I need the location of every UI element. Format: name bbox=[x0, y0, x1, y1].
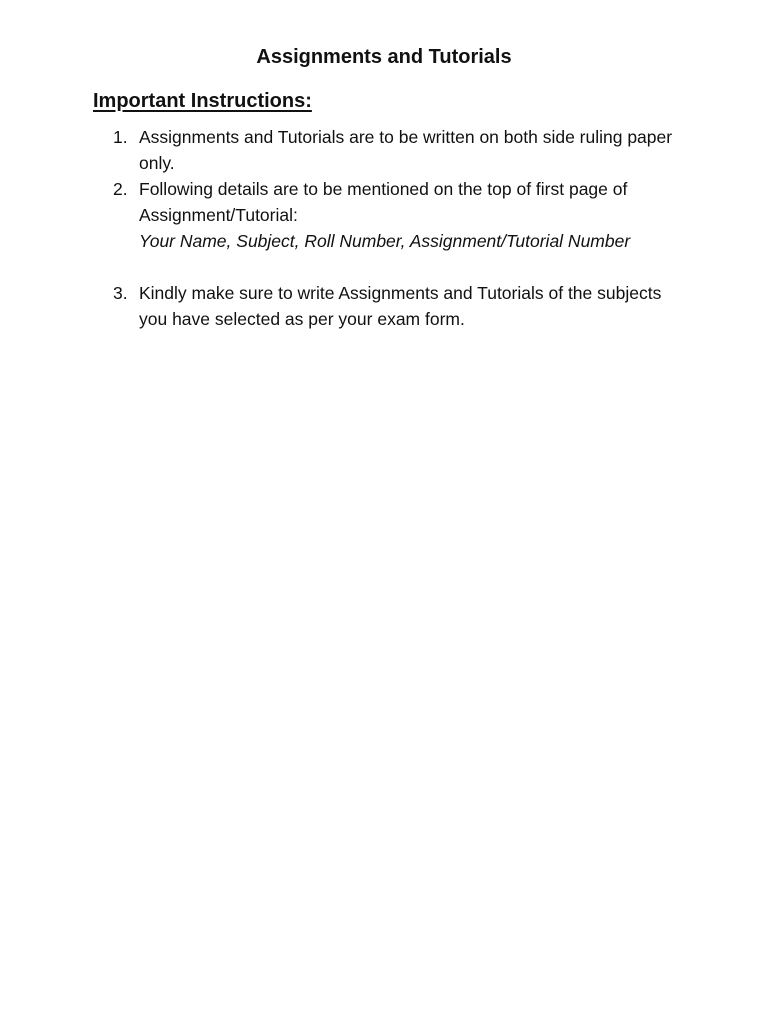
required-details: Your Name, Subject, Roll Number, Assignment/Tutorial Number bbox=[139, 231, 631, 251]
instruction-number: 3. bbox=[113, 283, 128, 303]
instruction-body bbox=[139, 176, 693, 254]
instructions-heading: Important Instructions: bbox=[93, 90, 312, 112]
instruction-text: Following details are to be mentioned on the top of first page of Assignment/Tutorial: bbox=[139, 179, 628, 225]
document-title: Assignments and Tutorials bbox=[256, 46, 512, 68]
instruction-text: Kindly make sure to write Assignments and Tutorials of the subjects you have selected as per your exam form. bbox=[139, 283, 662, 329]
instruction-item-3 bbox=[113, 280, 693, 332]
instruction-body bbox=[139, 124, 693, 176]
instruction-number: 1. bbox=[113, 127, 128, 147]
instructions-list bbox=[113, 124, 693, 332]
instruction-body bbox=[139, 280, 693, 332]
instruction-item-1 bbox=[113, 124, 693, 176]
instruction-text: Assignments and Tutorials are to be written on both side ruling paper only. bbox=[139, 127, 673, 173]
instruction-number: 2. bbox=[113, 179, 128, 199]
instruction-item-2 bbox=[113, 176, 693, 254]
